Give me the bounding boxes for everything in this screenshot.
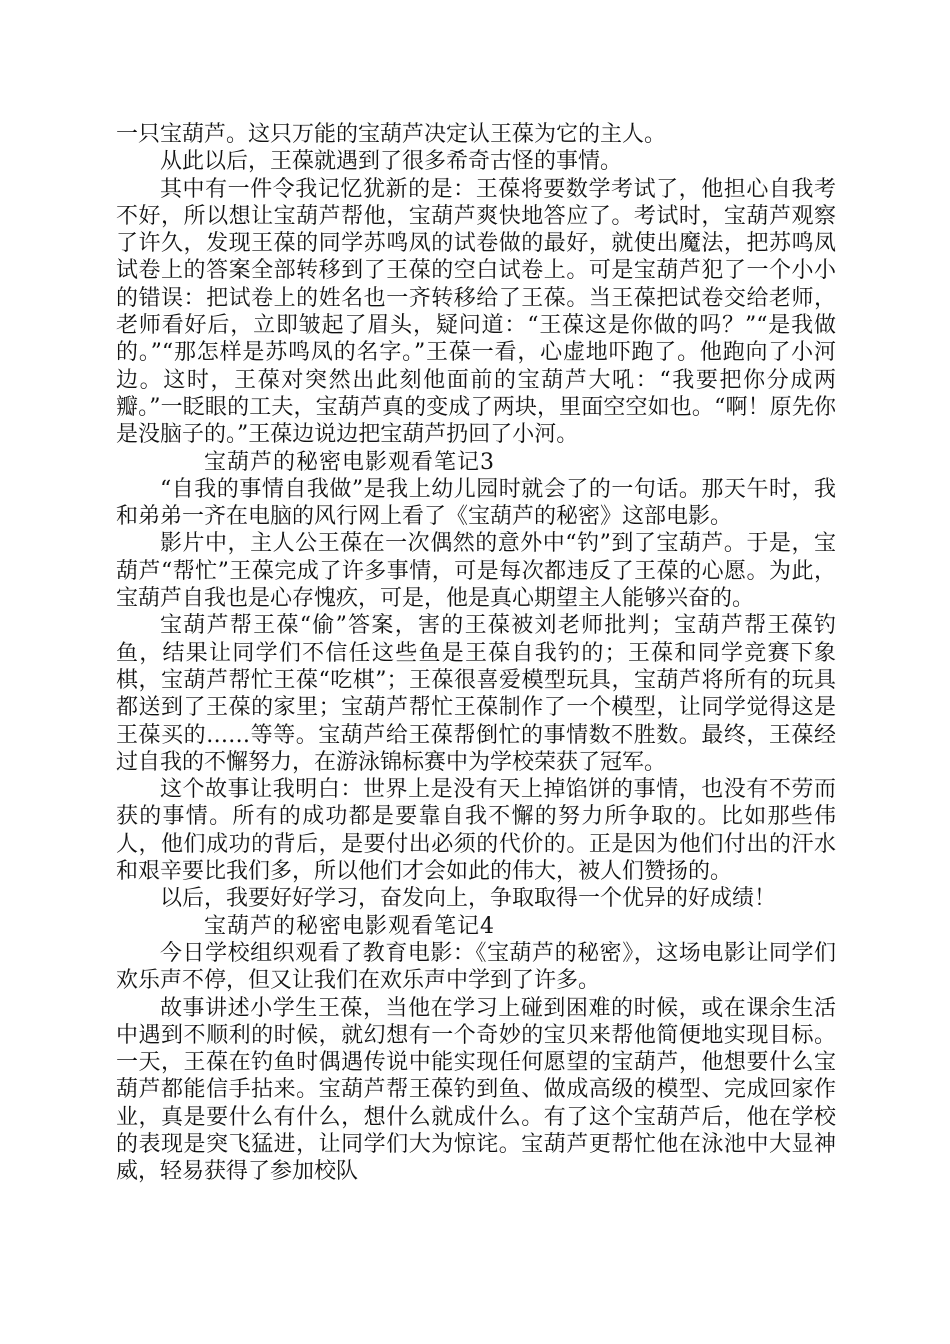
paragraph-9: 今日学校组织观看了教育电影：《宝葫芦的秘密》，这场电影让同学们欢乐声不停，但又让我们在欢乐声中学到了许多。 <box>116 940 836 994</box>
paragraph-10: 故事讲述小学生王葆，当他在学习上碰到困难的时候，或在课余生活中遇到不顺利的时候，就幻想有一个奇妙的宝贝来帮他简便地实现目标。一天，王葆在钓鱼时偶遇传说中能实现任何愿望的宝葫芦，他想要什么宝葫芦都能信手拈来。宝葫芦帮王葆钓到鱼、做成高级的模型、完成回家作业，真是要什么有什么，想什么就成什么。有了这个宝葫芦后，他在学校的表现是突飞猛进，让同学们大为惊诧。宝葫芦更帮忙他在泳池中大显神威，轻易获得了参加校队 <box>116 995 836 1185</box>
paragraph-5: 影片中，主人公王葆在一次偶然的意外中“钓”到了宝葫芦。于是，宝葫芦“帮忙”王葆完成了许多事情，可是每次都违反了王葆的心愿。为此，宝葫芦自我也是心存愧疚，可是，他是真心期望主人能够兴奋的。 <box>116 531 836 612</box>
paragraph-1: 一只宝葫芦。这只万能的宝葫芦决定认王葆为它的主人。 <box>116 122 667 147</box>
document-page <box>116 121 836 1186</box>
paragraph-4: “自我的事情自我做”是我上幼儿园时就会了的一句话。那天午时，我和弟弟一齐在电脑的风行网上看了《宝葫芦的秘密》这部电影。 <box>116 476 836 530</box>
section-heading-3: 宝葫芦的秘密电影观看笔记3 <box>204 449 495 475</box>
paragraph-2: 从此以后，王葆就遇到了很多希奇古怪的事情。 <box>160 149 623 175</box>
paragraph-7: 这个故事让我明白：世界上是没有天上掉馅饼的事情，也没有不劳而获的事情。所有的成功都是要靠自我不懈的努力所争取的。比如那些伟人，他们成功的背后，是要付出必须的代价的。正是因为他们付出的汗水和艰辛要比我们多，所以他们才会如此的伟大，被人们赞扬的。 <box>116 777 836 885</box>
paragraph-3: 其中有一件令我记忆犹新的是：王葆将要数学考试了，他担心自我考不好，所以想让宝葫芦帮他，宝葫芦爽快地答应了。考试时，宝葫芦观察了许久，发现王葆的同学苏鸣凤的试卷做的最好，就使出魔法，把苏鸣凤试卷上的答案全部转移到了王葆的空白试卷上。可是宝葫芦犯了一个小小的错误：把试卷上的姓名也一齐转移给了王葆。当王葆把试卷交给老师，老师看好后，立即皱起了眉头，疑问道：“王葆这是你做的吗？”“是我做的。”“那怎样是苏鸣凤的名字。”王葆一看，心虚地吓跑了。他跑向了小河边。这时，王葆对突然出此刻他面前的宝葫芦大吼：“我要把你分成两瓣。”一眨眼的工夫，宝葫芦真的变成了两块，里面空空如也。“啊！原先你是没脑子的。”王葆边说边把宝葫芦扔回了小河。 <box>116 176 836 448</box>
paragraph-6: 宝葫芦帮王葆“偷”答案，害的王葆被刘老师批判；宝葫芦帮王葆钓鱼，结果让同学们不信任这些鱼是王葆自我钓的；王葆和同学竞赛下象棋，宝葫芦帮忙王葆“吃棋”；王葆很喜爱模型玩具，宝葫芦将所有的玩具都送到了王葆的家里；宝葫芦帮忙王葆制作了一个模型，让同学觉得这是王葆买的……等等。宝葫芦给王葆帮倒忙的事情数不胜数。最终，王葆经过自我的不懈努力，在游泳锦标赛中为学校荣获了冠军。 <box>116 613 836 775</box>
section-heading-4: 宝葫芦的秘密电影观看笔记4 <box>204 913 495 939</box>
paragraph-8: 以后，我要好好学习，奋发向上，争取取得一个优异的好成绩！ <box>160 886 777 912</box>
